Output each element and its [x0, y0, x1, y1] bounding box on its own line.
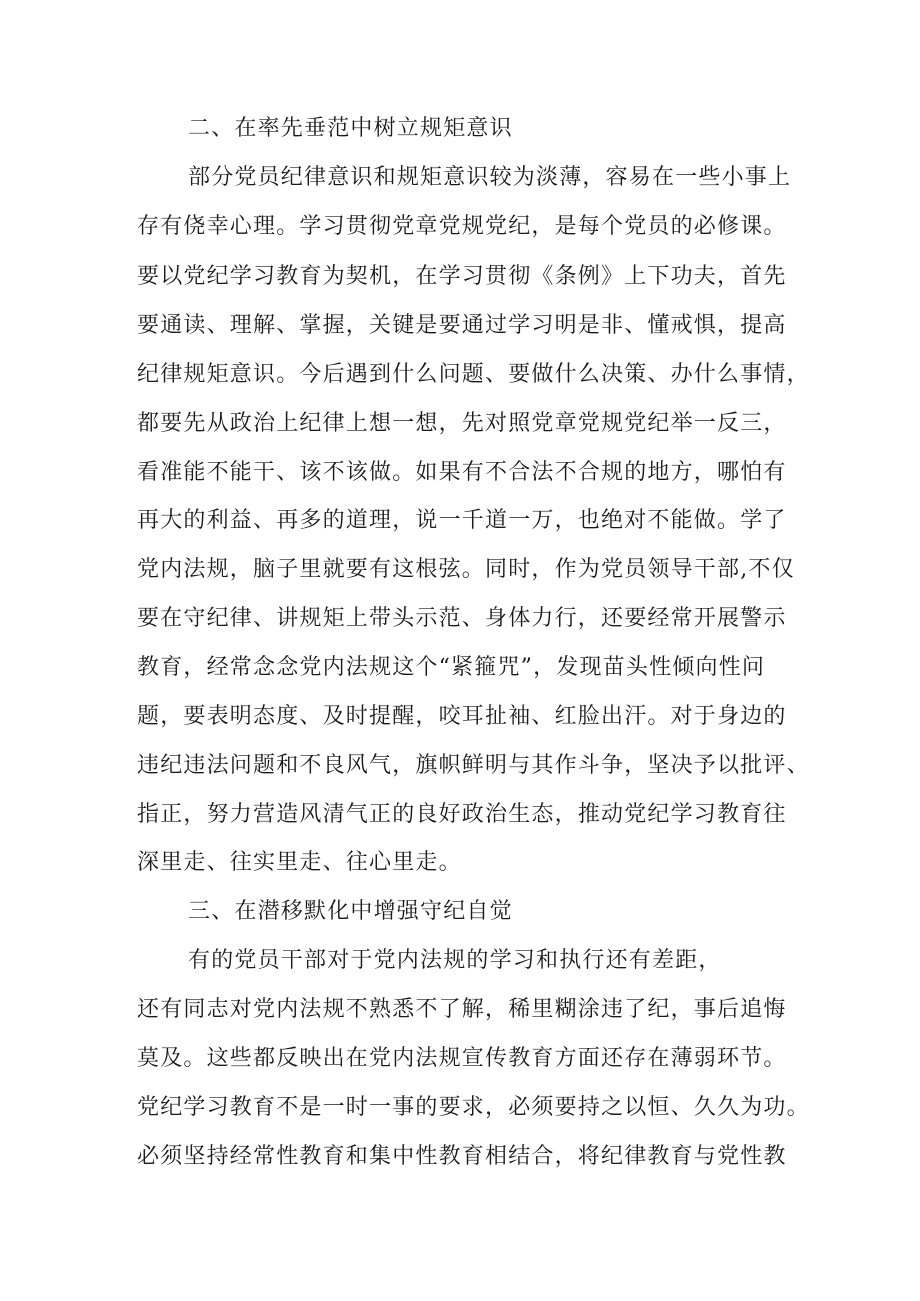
paragraph-line: 莫及。这些都反映出在党内法规宣传教育方面还存在薄弱环节。: [137, 1046, 787, 1071]
paragraph-line: 存有侥幸心理。学习贯彻党章党规党纪，是每个党员的必修课。: [137, 214, 787, 239]
paragraph-line: 题，要表明态度、及时提醒，咬耳扯袖、红脸出汗。对于身边的: [137, 704, 787, 729]
paragraph-line: 违纪违法问题和不良风气，旗帜鲜明与其作斗争，坚决予以批评、: [137, 753, 810, 778]
paragraph-line: 党内法规，脑子里就要有这根弦。同时，作为党员领导干部,不仅: [137, 557, 795, 582]
paragraph-line: 教育，经常念念党内法规这个“紧箍咒”，发现苗头性倾向性问: [137, 655, 766, 680]
paragraph-line: 看准能不能干、该不该做。如果有不合法不合规的地方，哪怕有: [137, 460, 787, 485]
section-heading: 二、在率先垂范中树立规矩意识: [188, 116, 513, 141]
paragraph-line: 必须坚持经常性教育和集中性教育相结合，将纪律教育与党性教: [137, 1144, 787, 1169]
paragraph-line: 部分党员纪律意识和规矩意识较为淡薄，容易在一些小事上: [188, 165, 792, 190]
paragraph-line: 指正，努力营造风清气正的良好政治生态，推动党纪学习教育往: [137, 802, 787, 827]
paragraph-line: 党纪学习教育不是一时一事的要求，必须要持之以恒、久久为功。: [137, 1095, 810, 1120]
paragraph-line: 要在守纪律、讲规矩上带头示范、身体力行，还要经常开展警示: [137, 606, 787, 631]
paragraph-line: 要通读、理解、掌握，关键是要通过学习明是非、懂戒惧，提高: [137, 313, 787, 338]
paragraph-line: 还有同志对党内法规不熟悉不了解，稀里糊涂违了纪，事后追悔: [137, 997, 787, 1022]
paragraph-line: 深里走、往实里走、往心里走。: [137, 850, 462, 875]
paragraph-line: 都要先从政治上纪律上想一想，先对照党章党规党纪举一反三，: [137, 411, 787, 436]
paragraph-line: 再大的利益、再多的道理，说一千道一万，也绝对不能做。学了: [137, 508, 787, 533]
paragraph-line: 要以党纪学习教育为契机，在学习贯彻《条例》上下功夫，首先: [137, 264, 787, 289]
paragraph-line: 纪律规矩意识。今后遇到什么问题、要做什么决策、办什么事情，: [137, 362, 810, 387]
paragraph-line: 有的党员干部对于党内法规的学习和执行还有差距，: [188, 948, 722, 973]
section-heading: 三、在潜移默化中增强守纪自觉: [188, 899, 513, 924]
